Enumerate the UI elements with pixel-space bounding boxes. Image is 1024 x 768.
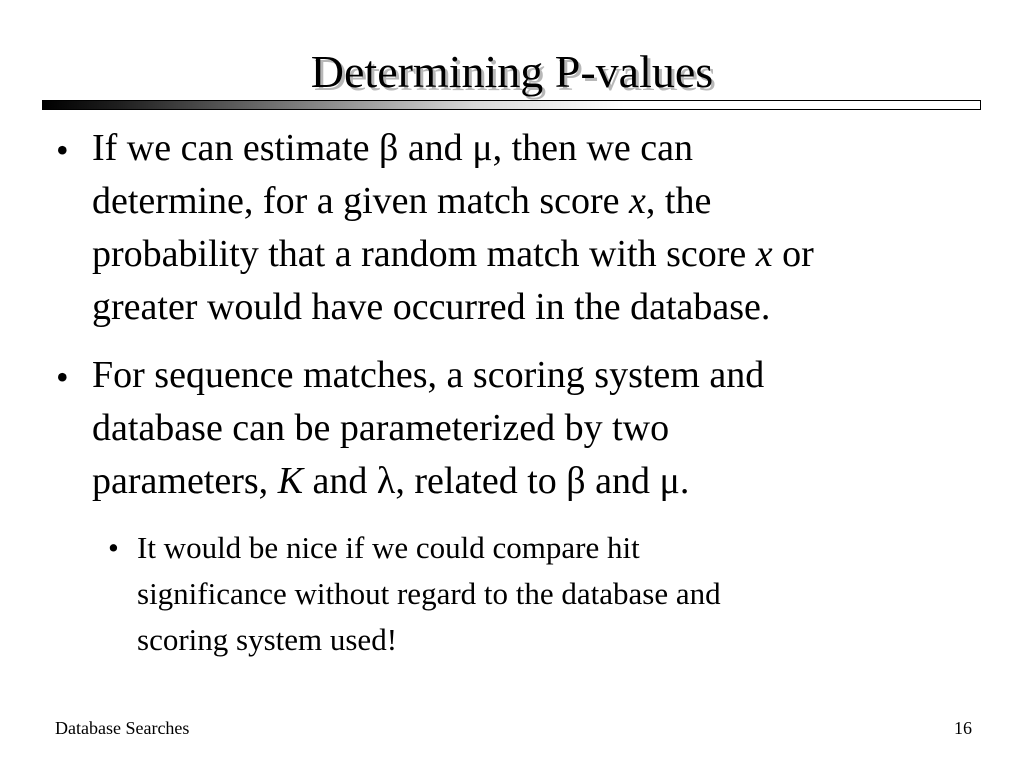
bullet-marker: • bbox=[56, 357, 69, 397]
sub-bullet-marker: • bbox=[108, 530, 119, 565]
bullet-item-1 bbox=[92, 122, 992, 334]
beta-symbol: β bbox=[566, 460, 586, 502]
sub-bullet-item-1 bbox=[137, 525, 977, 663]
footer-title: Database Searches bbox=[55, 718, 190, 738]
bullet-2-line-3: parameters, K and λ, related to β and μ. bbox=[92, 460, 690, 502]
bullet-1-line-2: determine, for a given match score x, the bbox=[92, 180, 712, 222]
page-number: 16 bbox=[954, 718, 972, 738]
mu-symbol: μ bbox=[472, 127, 493, 169]
slide-title: Determining P-values bbox=[310, 46, 714, 97]
bullet-1-line-3: probability that a random match with score x or bbox=[92, 233, 814, 275]
lambda-symbol: λ bbox=[376, 460, 396, 502]
bullet-2-line-2: database can be parameterized by two bbox=[92, 407, 670, 449]
variable-x: x bbox=[629, 180, 646, 222]
sub-bullet-line-1: It would be nice if we could compare hit bbox=[137, 530, 640, 565]
beta-symbol: β bbox=[378, 127, 399, 169]
bullet-2-line-1: For sequence matches, a scoring system and bbox=[92, 354, 765, 396]
mu-symbol: μ bbox=[659, 460, 680, 502]
variable-x: x bbox=[755, 233, 773, 275]
bullet-1-line-4: greater would have occurred in the database. bbox=[92, 286, 771, 328]
sub-bullet-line-2: significance without regard to the database and bbox=[137, 576, 721, 611]
variable-k: K bbox=[277, 460, 304, 502]
bullet-item-2 bbox=[92, 349, 992, 508]
title-divider bbox=[42, 100, 981, 110]
bullet-marker: • bbox=[56, 130, 69, 170]
sub-bullet-line-3: scoring system used! bbox=[137, 622, 398, 657]
bullet-1-line-1: If we can estimate β and μ, then we can bbox=[92, 127, 694, 169]
